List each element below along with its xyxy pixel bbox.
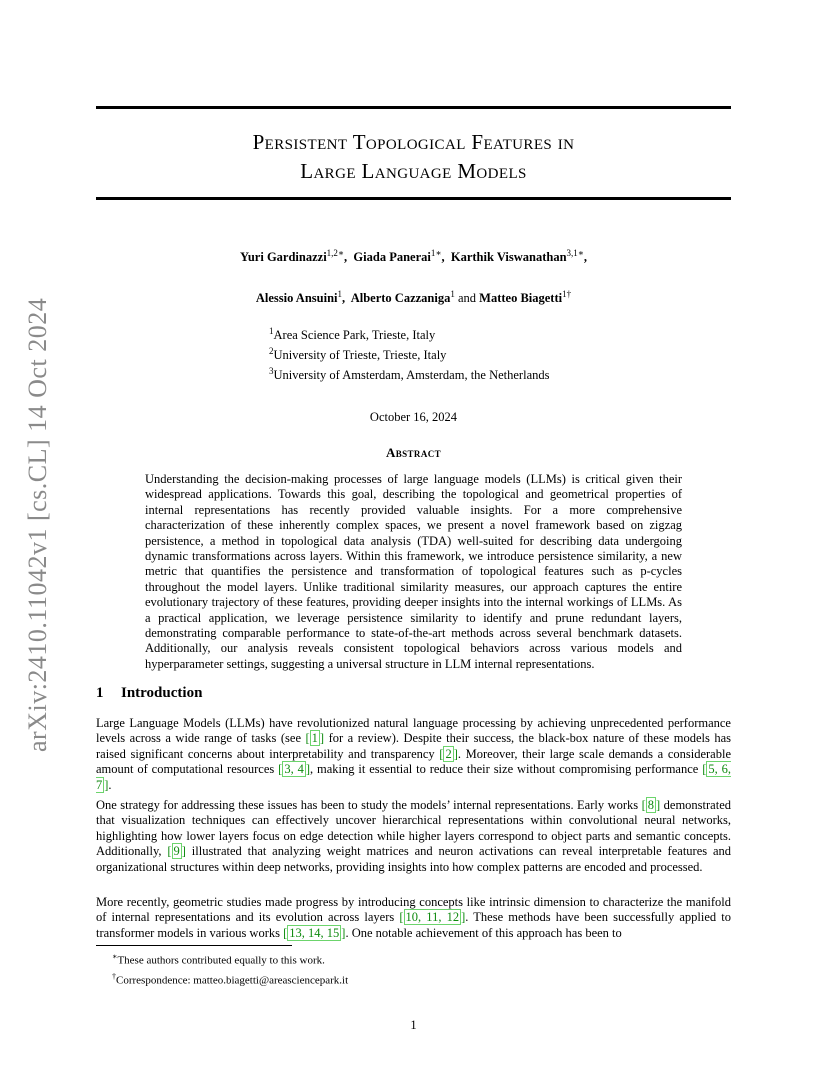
citation-link[interactable]: [ 5, 6, 7 ] xyxy=(96,762,732,792)
author-affiliation-mark: 1,2∗ xyxy=(326,248,345,258)
intro-paragraph-3: More recently, geometric studies made progress by introducing concepts like intrinsic dimension to characterize the manifold of internal representations and its evolution across layers [ 10, 11, 12 ]. These methods have been successfully applied to transformer models in various works [ 13, 14, 15 ]. One notable achievement of this approach has been to xyxy=(96,895,731,940)
author-affiliation-mark: 1 xyxy=(450,289,455,299)
footnote-item: ∗These authors contributed equally to this work. xyxy=(112,952,325,967)
citation-link[interactable]: [ 9 ] xyxy=(167,844,186,859)
section-number: 1 xyxy=(96,685,104,701)
citation-link[interactable]: [ 3, 4 ] xyxy=(278,762,310,777)
author-name: Alessio Ansuini xyxy=(255,291,338,306)
author-name: Karthik Viswanathan xyxy=(450,250,567,265)
affiliation-item: $^1$Area Science Park, Trieste, Italy xyxy=(269,326,436,343)
footnotes xyxy=(112,949,348,988)
author-name: Yuri Gardinazzi xyxy=(239,250,327,265)
author-affiliation-mark: 1† xyxy=(562,289,572,299)
publication-date: October 16, 2024 xyxy=(369,410,458,424)
footnote-rule xyxy=(96,945,292,946)
citation-link[interactable]: [ 8 ] xyxy=(641,798,661,812)
footnote-item: †Correspondence: matteo.biagetti@areasciencepark.it xyxy=(112,971,349,987)
page-number: 1 xyxy=(410,1018,417,1032)
author-affiliation-mark: 1∗ xyxy=(430,248,442,258)
title-line-2: Large Language Models xyxy=(300,159,527,183)
author-affiliation-mark: 3,1∗ xyxy=(566,248,584,258)
paper-title xyxy=(96,128,731,186)
author-affiliation-mark: 1 xyxy=(337,289,343,299)
citation-link[interactable]: [ 1 ] xyxy=(305,731,325,746)
abstract-body: Understanding the decision-making processes of large language models (LLMs) is critical given their widespread applications. Towards this goal, describing the topological and geometrical properties of internal representations has recently provided valuable insights. For a more comprehensive characterization of these inherently complex spaces, we present a novel framework based on zigzag persistence, a method in topological data analysis (TDA) well-suited for describing data undergoing dynamic transformations across layers. Within this framework, we introduce persistence similarity, a new metric that quantifies the persistence and transformation of topological features such as p-cycles throughout the model layers. Unlike traditional similarity measures, our approach captures the entire evolutionary trajectory of these features, providing deeper insights into the internal workings of LLMs. As a practical application, we leverage persistence similarity to identify and prune redundant layers, demonstrating comparable performance to state-of-the-art methods across several benchmark datasets. Additionally, our analysis reveals consistent topological behaviors across various models and hyperparameter settings, suggesting a universal structure in LLM internal representations. xyxy=(145,472,682,671)
intro-paragraph-1: Large Language Models (LLMs) have revolutionized natural language processing by achieving unprecedented performance levels across a wide range of tasks (see [ 1 ] for a review). Despite their success, the black-box nature of these models has raised significant concerns about interpretability and transparency [ 2 ]. Moreover, their large scale demands a considerable amount of computational resources [ 3, 4 ], making it essential to reduce their size without compromising performance [ 5, 6, 7 ]. xyxy=(96,716,732,792)
intro-paragraph-2: One strategy for addressing these issues has been to study the models’ internal representations. Early works [ 8 ] demonstrated that visualization techniques can effectively uncover hierarchical representations within convolutional neural networks, highlighting how lower layers focus on edge detection while higher layers correspond to object parts and semantic concepts. Additionally, [ 9 ] illustrated that analyzing weight matrices and neuron activations can reveal interpretable features and organizational structures within deep networks, providing insights into how complex patterns are encoded and processed. xyxy=(96,798,731,874)
arxiv-identifier-stamp xyxy=(21,290,55,760)
affiliation-item: $^2$University of Trieste, Trieste, Italy xyxy=(269,346,447,363)
citation-link[interactable]: [ 10, 11, 12 ] xyxy=(399,910,466,925)
title-top-rule xyxy=(96,106,731,109)
author-name: Matteo Biagetti xyxy=(479,291,563,306)
affiliations xyxy=(269,323,549,383)
citation-link[interactable]: [ 2 ] xyxy=(439,746,458,761)
abstract-heading: Abstract xyxy=(385,445,442,460)
section-heading xyxy=(96,685,202,702)
affiliation-item: $^3$University of Amsterdam, Amsterdam, the Netherlands xyxy=(269,366,550,383)
citation-link[interactable]: [ 13, 14, 15 ] xyxy=(283,925,346,940)
arxiv-identifier-text: arXiv:2410.11042v1 [cs.CL] 14 Oct 2024 xyxy=(23,297,52,753)
author-name: Alberto Cazzaniga xyxy=(350,291,451,306)
author-line-1: Yuri Gardinazzi$^{1,2∗}$, Giada Panerai$^{1∗}$, Karthik Viswanathan$^{3,1∗}$, xyxy=(239,248,588,265)
author-name: Giada Panerai xyxy=(353,250,431,265)
author-line-2: Alessio Ansuini$^1$, Alberto Cazzaniga$^1$ and Matteo Biagetti$^{1\dagger}$ xyxy=(255,289,572,306)
author-conjunction: and xyxy=(457,291,477,306)
section-title: Introduction xyxy=(121,685,203,701)
title-line-1: Persistent Topological Features in xyxy=(252,130,575,154)
title-bottom-rule xyxy=(96,197,731,200)
